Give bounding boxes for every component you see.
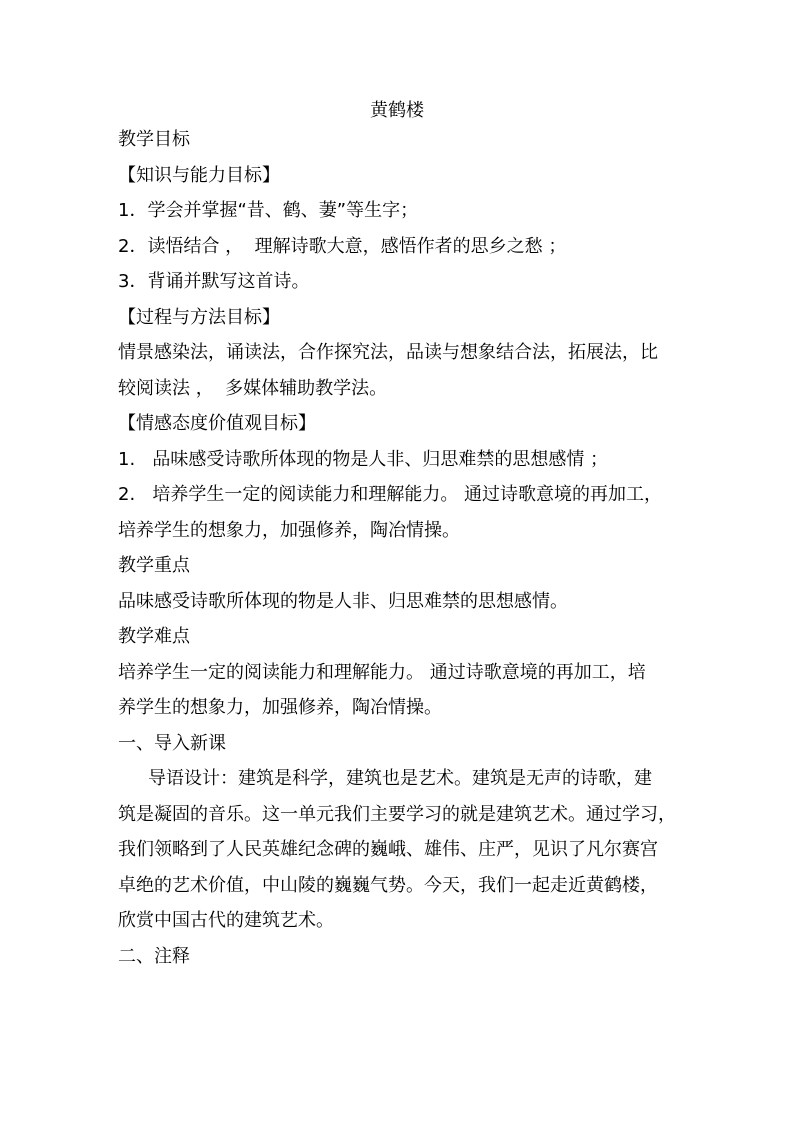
knowledge-goal-3: 3．背诵并默写这首诗。 [118,271,310,292]
intro-line-2: 筑是凝固的音乐。这一单元我们主要学习的就是建筑艺术。通过学习， [118,803,676,825]
difficulties-line-1: 培养学生一定的阅读能力和理解能力。 通过诗歌意境的再加工，培 [118,661,646,683]
section-heading-difficulties: 教学难点 [118,626,190,647]
section-heading-annotations: 二、注释 [118,945,190,967]
subheading-emotion-goals: 【情感态度价值观目标】 [118,413,316,434]
intro-line-3: 我们领略到了人民英雄纪念碑的巍峨、雄伟、庄严，见识了凡尔赛宫 [118,839,658,860]
knowledge-goal-2: 2．读悟结合 ， 理解诗歌大意，感悟作者的思乡之愁 ； [118,235,567,257]
intro-line-5: 欣赏中国古代的建筑艺术。 [118,910,334,931]
emotion-goal-2-line-2: 培养学生的想象力，加强修养，陶冶情操。 [118,519,460,541]
process-methods-line-1: 情景感染法，诵读法，合作探究法，品读与想象结合法，拓展法，比 [118,342,658,363]
section-heading-objectives: 教学目标 [118,129,190,150]
subheading-process-goals: 【过程与方法目标】 [118,306,280,328]
intro-line-4: 卓绝的艺术价值，中山陵的巍巍气势。今天，我们一起走近黄鹤楼， [118,874,658,896]
section-heading-key-points: 教学重点 [118,555,190,576]
key-points-text: 品味感受诗歌所体现的物是人非、归思难禁的思想感情。 [118,590,568,612]
emotion-goal-2-line-1: 2. 培养学生一定的阅读能力和理解能力。 通过诗歌意境的再加工， [118,484,663,505]
difficulties-line-2: 养学生的想象力，加强修养，陶冶情操。 [118,697,442,718]
process-methods-line-2: 较阅读法 ， 多媒体辅助教学法。 [118,377,388,399]
document-title: 黄鹤楼 [370,100,424,121]
emotion-goal-1: 1. 品味感受诗歌所体现的物是人非、归思难禁的思想感情 ； [118,448,609,470]
subheading-knowledge-goals: 【知识与能力目标】 [118,164,280,186]
document-body [118,122,688,974]
intro-line-1: 导语设计：建筑是科学，建筑也是艺术。建筑是无声的诗歌，建 [148,768,652,789]
section-heading-introduction: 一、导入新课 [118,732,226,754]
knowledge-goal-1: 1．学会并掌握“昔、鹤、萋”等生字； [118,200,419,221]
